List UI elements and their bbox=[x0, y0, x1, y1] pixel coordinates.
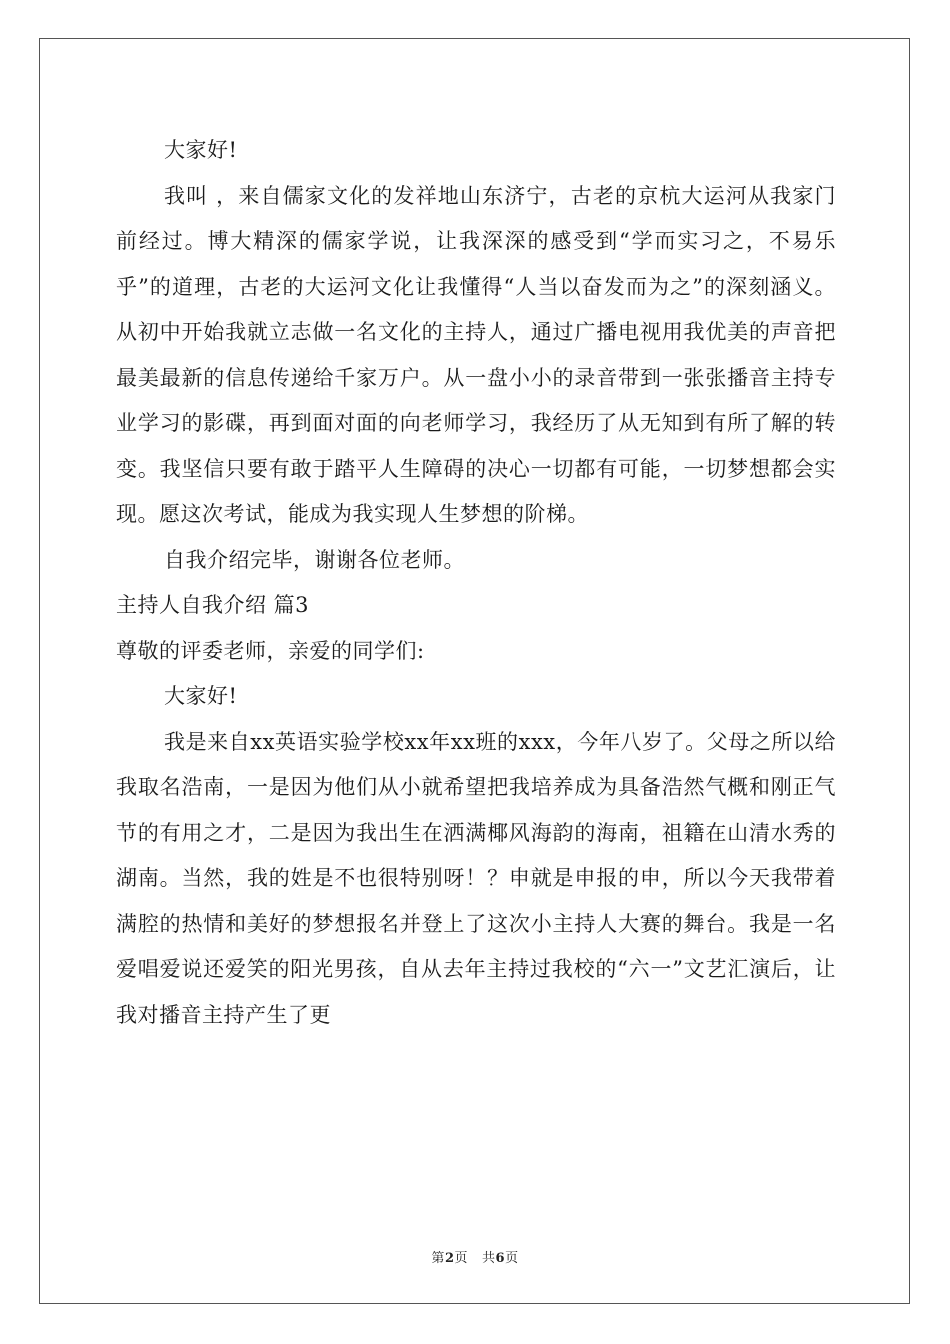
salutation: 尊敬的评委老师，亲爱的同学们: bbox=[116, 638, 425, 663]
page-current: 2 bbox=[444, 1251, 455, 1266]
closing-paragraph: 自我介绍完毕，谢谢各位老师。 bbox=[164, 547, 465, 572]
greeting-paragraph: 大家好! bbox=[164, 138, 238, 162]
body-paragraph: 我是来自xx英语实验学校xx年xx班的xxx，今年八岁了。父母之所以给我取名浩南，一是因为他们从小就希望把我培养成为具备浩然气概和刚正气节的有用之才，二是因为我出生在洒满椰风海韵的海南，祖籍在山清水秀的湖南。当然，我的姓是不也很特别呀！？申就是申报的申，所以今天我带着满腔的热情和美好的梦想报名并登上了这次小主持人大赛的舞台。我是一名爱唱爱说还爱笑的阳光男孩，自从去年主持过我校的“六一”文艺汇演后，让我对播音主持产生了更 bbox=[116, 729, 836, 1027]
total-suffix: 页 bbox=[505, 1251, 519, 1266]
body-paragraph: 我叫 ，来自儒家文化的发祥地山东济宁，古老的京杭大运河从我家门前经过。博大精深的儒家学说，让我深深的感受到“学而实习之，不易乐乎”的道理，古老的大运河文化让我懂得“人当以奋发而为之”的深刻涵义。从初中开始我就立志做一名文化的主持人，通过广播电视用我优美的声音把最美最新的信息传递给千家万户。从一盘小小的录音带到一张张播音主持专业学习的影碟，再到面对面的向老师学习，我经历了从无知到有所了解的转变。我坚信只要有敢于踏平人生障碍的决心一切都有可能，一切梦想都会实现。愿这次考试，能成为我实现人生梦想的阶梯。 bbox=[116, 183, 836, 526]
total-prefix: 共 bbox=[482, 1251, 496, 1266]
document-body bbox=[116, 128, 836, 1038]
greeting-paragraph: 大家好! bbox=[164, 684, 238, 708]
page-total: 6 bbox=[495, 1251, 506, 1266]
page-footer bbox=[0, 1247, 950, 1266]
page-prefix: 第 bbox=[431, 1251, 445, 1266]
section-heading: 主持人自我介绍 篇3 bbox=[116, 593, 310, 617]
page-suffix: 页 bbox=[454, 1251, 468, 1266]
